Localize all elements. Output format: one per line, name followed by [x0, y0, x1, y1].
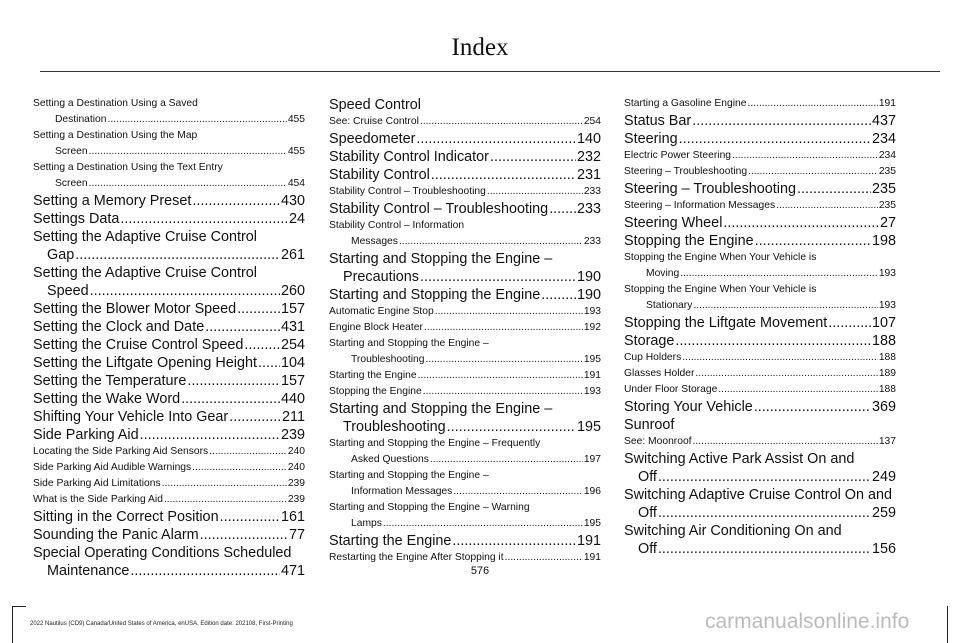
index-subentry: [329, 368, 601, 384]
leader-dots: [258, 354, 280, 372]
leader-dots: [754, 398, 871, 416]
page-reference: 137: [878, 436, 896, 447]
leader-dots: [89, 144, 287, 160]
leader-dots: [383, 516, 583, 532]
index-entry-text: What is the Side Parking Aid: [33, 494, 163, 505]
page-reference: 191: [583, 370, 601, 381]
index-entry: [624, 232, 896, 250]
page-reference: 239: [280, 427, 305, 443]
index-entry-text: Stationary: [646, 300, 693, 311]
leader-dots: [658, 504, 871, 522]
leader-dots: [209, 444, 287, 460]
leader-dots: [399, 234, 583, 250]
index-entry: [329, 130, 601, 148]
index-subentry: [624, 148, 896, 164]
leader-dots: [797, 180, 871, 198]
page-reference: 189: [878, 368, 896, 379]
page-reference: 233: [576, 201, 601, 217]
index-entry-text: Stopping the Engine When Your Vehicle is: [624, 252, 817, 263]
index-entry-text: Steering – Troubleshooting: [624, 181, 797, 197]
index-entry-text: Setting the Temperature: [33, 373, 187, 389]
index-entry: [33, 390, 305, 408]
index-entry: [33, 318, 305, 336]
index-entry: [329, 250, 601, 286]
index-entry-text: Information Messages: [351, 486, 453, 497]
index-entry-text: Asked Questions: [351, 454, 429, 465]
page-reference: 196: [583, 486, 601, 497]
index-entry-text: Sounding the Panic Alarm: [33, 527, 199, 543]
page-reference: 440: [280, 391, 305, 407]
index-entry: [329, 148, 601, 166]
index-entry-text: Moving: [646, 268, 680, 279]
index-entry-text: Starting and Stopping the Engine – Frequently: [329, 438, 541, 449]
index-column-3: [624, 96, 896, 558]
index-subentry: [624, 164, 896, 180]
page-reference: 191: [583, 552, 601, 563]
page-reference: 233: [583, 236, 601, 247]
leader-dots: [431, 166, 576, 184]
index-entry: [329, 96, 601, 114]
page-reference: 239: [287, 478, 305, 489]
index-subentry: [33, 160, 305, 192]
index-entry: [33, 336, 305, 354]
page-reference: 195: [576, 419, 601, 435]
leader-dots: [732, 148, 878, 164]
leader-dots: [679, 130, 871, 148]
page-reference: 77: [288, 527, 305, 543]
index-entry-text: Screen: [55, 178, 88, 189]
index-entry: [33, 408, 305, 426]
index-subentry: [329, 500, 601, 532]
index-entry-text: Setting the Adaptive Cruise Control: [33, 265, 257, 281]
watermark: carmanualsonline.info: [705, 610, 910, 633]
index-entry-text: Glasses Holder: [624, 368, 695, 379]
index-entry-text: Steering: [624, 131, 678, 147]
index-subentry: [329, 336, 601, 368]
index-entry-text: Precautions: [343, 269, 419, 285]
index-entry-text: Switching Active Park Assist On and: [624, 451, 855, 467]
index-entry: [624, 112, 896, 130]
page-reference: 198: [871, 233, 896, 249]
index-subentry: [33, 128, 305, 160]
index-subentry: [33, 96, 305, 128]
leader-dots: [490, 148, 576, 166]
page-reference: 156: [871, 541, 896, 557]
leader-dots: [187, 372, 280, 390]
index-subentry: [624, 282, 896, 314]
index-entry: [624, 450, 896, 486]
leader-dots: [755, 232, 871, 250]
index-entry: [624, 130, 896, 148]
page-reference: 254: [583, 116, 601, 127]
leader-dots: [693, 434, 878, 450]
page-reference: 235: [878, 166, 896, 177]
index-subentry: [624, 434, 896, 450]
index-entry: [329, 286, 601, 304]
index-subentry: [329, 436, 601, 468]
leader-dots: [192, 460, 287, 476]
index-entry-text: Setting the Liftgate Opening Height: [33, 355, 258, 371]
index-entry: [33, 228, 305, 264]
index-subentry: [329, 218, 601, 250]
index-entry-text: Setting a Destination Using a Saved: [33, 98, 198, 109]
index-subentry: [33, 460, 305, 476]
index-entry-text: Stability Control – Information: [329, 220, 465, 231]
index-entry: [624, 214, 896, 232]
leader-dots: [549, 200, 576, 218]
leader-dots: [423, 384, 583, 400]
index-entry-text: Messages: [351, 236, 398, 247]
leader-dots: [120, 210, 288, 228]
page-reference: 188: [878, 352, 896, 363]
leader-dots: [695, 366, 877, 382]
index-entry-text: Cup Holders: [624, 352, 682, 363]
page-reference: 232: [576, 149, 601, 165]
leader-dots: [505, 550, 583, 566]
index-entry-text: Electric Power Steering: [624, 150, 732, 161]
index-entry: [33, 192, 305, 210]
page-reference: 197: [583, 454, 601, 465]
index-entry-text: Setting the Wake Word: [33, 391, 181, 407]
leader-dots: [140, 426, 280, 444]
index-subentry: [329, 184, 601, 200]
leader-dots: [90, 282, 280, 300]
leader-dots: [162, 476, 287, 492]
index-subentry: [624, 382, 896, 398]
leader-dots: [220, 508, 280, 526]
page-reference: 192: [583, 322, 601, 333]
page-reference: 259: [871, 505, 896, 521]
page-reference: 191: [878, 98, 896, 109]
leader-dots: [181, 390, 280, 408]
page-reference: 190: [576, 287, 601, 303]
index-entry-text: Settings Data: [33, 211, 120, 227]
index-entry-text: Engine Block Heater: [329, 322, 423, 333]
index-column-1: [33, 96, 305, 580]
edition-footer: 2022 Nautilus (CD9) Canada/United States of America, enUSA, Edition date: 202108, First-Printing: [30, 621, 293, 627]
header-rule: [40, 71, 940, 72]
page-reference: 260: [280, 283, 305, 299]
index-entry-text: Troubleshooting: [351, 354, 425, 365]
leader-dots: [658, 540, 871, 558]
index-entry-text: Stopping the Engine: [624, 233, 754, 249]
page-reference: 193: [583, 306, 601, 317]
index-entry-text: Starting and Stopping the Engine –: [329, 470, 489, 481]
index-entry: [329, 166, 601, 184]
leader-dots: [418, 368, 583, 384]
index-entry-text: Off: [638, 541, 657, 557]
index-entry-text: Destination: [55, 114, 107, 125]
index-entry-text: Off: [638, 505, 657, 521]
index-entry-text: Starting and Stopping the Engine –: [329, 251, 553, 267]
page-reference: 193: [878, 300, 896, 311]
page-reference: 190: [576, 269, 601, 285]
page-reference: 455: [287, 146, 305, 157]
page-reference: 231: [576, 167, 601, 183]
leader-dots: [89, 176, 287, 192]
leader-dots: [424, 320, 583, 336]
page-reference: 249: [871, 469, 896, 485]
index-entry: [33, 264, 305, 300]
page-reference: 454: [287, 178, 305, 189]
index-entry-text: Side Parking Aid Audible Warnings: [33, 462, 192, 473]
index-entry: [624, 314, 896, 332]
index-entry: [624, 398, 896, 416]
index-entry-text: Stopping the Liftgate Movement: [624, 315, 828, 331]
leader-dots: [675, 332, 871, 350]
index-subentry: [624, 250, 896, 282]
leader-dots: [75, 246, 280, 264]
page-title: Index: [451, 34, 509, 61]
index-entry-text: Speed Control: [329, 97, 422, 113]
page-reference: 161: [280, 509, 305, 525]
index-entry-text: See: Moonroof: [624, 436, 692, 447]
index-entry-text: Stopping the Engine: [329, 386, 422, 397]
index-entry-text: Under Floor Storage: [624, 384, 718, 395]
index-entry-text: Sitting in the Correct Position: [33, 509, 219, 525]
index-entry: [624, 180, 896, 198]
index-entry: [33, 372, 305, 390]
page-reference: 27: [879, 215, 896, 231]
page-reference: 240: [287, 446, 305, 457]
page-reference: 437: [871, 113, 896, 129]
leader-dots: [237, 300, 280, 318]
index-entry: [624, 332, 896, 350]
index-subentry: [329, 304, 601, 320]
index-subentry: [624, 350, 896, 366]
leader-dots: [435, 304, 583, 320]
index-entry-text: Maintenance: [47, 563, 130, 579]
index-entry-text: Screen: [55, 146, 88, 157]
index-subentry: [33, 476, 305, 492]
index-entry-text: See: Cruise Control: [329, 116, 419, 127]
index-entry-text: Speed: [47, 283, 89, 299]
index-entry-text: Special Operating Conditions Scheduled: [33, 545, 292, 561]
index-entry-text: Stability Control – Troubleshooting: [329, 201, 549, 217]
leader-dots: [164, 492, 287, 508]
leader-dots: [680, 266, 878, 282]
leader-dots: [425, 352, 582, 368]
page-reference: 193: [583, 386, 601, 397]
index-entry-text: Automatic Engine Stop: [329, 306, 434, 317]
index-entry-text: Starting and Stopping the Engine – Warning: [329, 502, 530, 513]
leader-dots: [828, 314, 871, 332]
page-reference: 24: [288, 211, 305, 227]
page-reference: 107: [871, 315, 896, 331]
leader-dots: [416, 130, 576, 148]
index-entry-text: Starting and Stopping the Engine: [329, 287, 541, 303]
leader-dots: [682, 350, 878, 366]
index-entry-text: Switching Air Conditioning On and: [624, 523, 842, 539]
leader-dots: [776, 198, 878, 214]
leader-dots: [718, 382, 878, 398]
page-reference: 157: [280, 301, 305, 317]
leader-dots: [658, 468, 871, 486]
index-entry-text: Setting a Destination Using the Map: [33, 130, 198, 141]
leader-dots: [108, 112, 287, 128]
page-reference: 235: [878, 200, 896, 211]
index-entry: [33, 526, 305, 544]
index-entry-text: Storage: [624, 333, 675, 349]
index-entry: [624, 522, 896, 558]
leader-dots: [430, 452, 583, 468]
index-subentry: [329, 468, 601, 500]
leader-dots: [452, 532, 576, 550]
leader-dots: [229, 408, 281, 426]
index-entry-text: Switching Adaptive Cruise Control On and: [624, 487, 892, 503]
index-entry-text: Setting a Destination Using the Text Entry: [33, 162, 223, 173]
leader-dots: [244, 336, 280, 354]
index-entry-text: Starting the Engine: [329, 533, 452, 549]
index-entry-text: Sunroof: [624, 417, 675, 433]
index-entry-text: Side Parking Aid Limitations: [33, 478, 161, 489]
index-entry-text: Stability Control: [329, 167, 430, 183]
index-entry-text: Starting and Stopping the Engine –: [329, 338, 489, 349]
index-entry-text: Setting the Blower Motor Speed: [33, 301, 237, 317]
index-entry: [624, 416, 896, 434]
page-reference: 261: [280, 247, 305, 263]
page-reference: 234: [878, 150, 896, 161]
leader-dots: [487, 184, 583, 200]
index-entry-text: Setting the Adaptive Cruise Control: [33, 229, 257, 245]
leader-dots: [453, 484, 583, 500]
page-reference: 104: [280, 355, 305, 371]
index-subentry: [624, 198, 896, 214]
index-entry-text: Speedometer: [329, 131, 416, 147]
index-column-2: [329, 96, 601, 566]
index-entry-text: Setting the Cruise Control Speed: [33, 337, 244, 353]
index-entry-text: Stopping the Engine When Your Vehicle is: [624, 284, 817, 295]
page-reference: 211: [282, 409, 305, 425]
crop-mark-left-h: [12, 606, 26, 607]
index-entry-text: Storing Your Vehicle: [624, 399, 753, 415]
page-number: 576: [470, 565, 490, 577]
crop-mark-right: [947, 606, 948, 643]
page-reference: 240: [287, 462, 305, 473]
page-reference: 157: [280, 373, 305, 389]
index-entry-text: Steering Wheel: [624, 215, 723, 231]
index-entry-text: Side Parking Aid: [33, 427, 139, 443]
index-entry-text: Starting a Gasoline Engine: [624, 98, 747, 109]
index-entry-text: Off: [638, 469, 657, 485]
index-entry: [33, 300, 305, 318]
index-entry-text: Setting the Clock and Date: [33, 319, 205, 335]
page-reference: 195: [583, 518, 601, 529]
index-entry: [33, 210, 305, 228]
index-entry: [329, 200, 601, 218]
page-reference: 193: [878, 268, 896, 279]
index-entry: [329, 532, 601, 550]
page-reference: 234: [871, 131, 896, 147]
page-reference: 140: [576, 131, 601, 147]
page-reference: 233: [583, 186, 601, 197]
index-entry-text: Setting a Memory Preset: [33, 193, 192, 209]
page-reference: 431: [280, 319, 305, 335]
index-subentry: [33, 492, 305, 508]
index-subentry: [329, 320, 601, 336]
index-entry-text: Steering – Troubleshooting: [624, 166, 748, 177]
index-subentry: [329, 550, 601, 566]
page-reference: 254: [280, 337, 305, 353]
index-subentry: [624, 96, 896, 112]
index-entry-text: Lamps: [351, 518, 382, 529]
page-reference: 471: [280, 563, 305, 579]
index-entry-text: Troubleshooting: [343, 419, 446, 435]
leader-dots: [541, 286, 576, 304]
index-entry: [624, 486, 896, 522]
leader-dots: [723, 214, 879, 232]
index-entry-text: Gap: [47, 247, 75, 263]
index-entry-text: Stability Control – Troubleshooting: [329, 186, 486, 197]
index-entry-text: Stability Control Indicator: [329, 149, 489, 165]
index-entry-text: Restarting the Engine After Stopping it: [329, 552, 504, 563]
leader-dots: [192, 192, 280, 210]
page-reference: 455: [287, 114, 305, 125]
page-reference: 188: [878, 384, 896, 395]
index-entry: [33, 354, 305, 372]
leader-dots: [693, 298, 877, 314]
index-subentry: [624, 366, 896, 382]
leader-dots: [205, 318, 280, 336]
index-subentry: [329, 384, 601, 400]
index-entry: [33, 508, 305, 526]
index-entry: [329, 400, 601, 436]
index-subentry: [329, 114, 601, 130]
leader-dots: [200, 526, 288, 544]
page-reference: 188: [871, 333, 896, 349]
leader-dots: [420, 114, 583, 130]
page-reference: 369: [871, 399, 896, 415]
index-entry-text: Starting the Engine: [329, 370, 417, 381]
index-entry-text: Status Bar: [624, 113, 692, 129]
page-reference: 191: [576, 533, 601, 549]
page-reference: 195: [583, 354, 601, 365]
page-reference: 239: [287, 494, 305, 505]
leader-dots: [748, 164, 878, 180]
index-subentry: [33, 444, 305, 460]
index-entry-text: Starting and Stopping the Engine –: [329, 401, 553, 417]
page-reference: 235: [871, 181, 896, 197]
crop-mark-left: [12, 606, 13, 643]
leader-dots: [447, 418, 576, 436]
index-entry: [33, 426, 305, 444]
index-entry-text: Steering – Information Messages: [624, 200, 776, 211]
page-reference: 430: [280, 193, 305, 209]
index-entry-text: Shifting Your Vehicle Into Gear: [33, 409, 229, 425]
index-entry-text: Locating the Side Parking Aid Sensors: [33, 446, 209, 457]
leader-dots: [692, 112, 871, 130]
leader-dots: [748, 96, 878, 112]
leader-dots: [420, 268, 576, 286]
